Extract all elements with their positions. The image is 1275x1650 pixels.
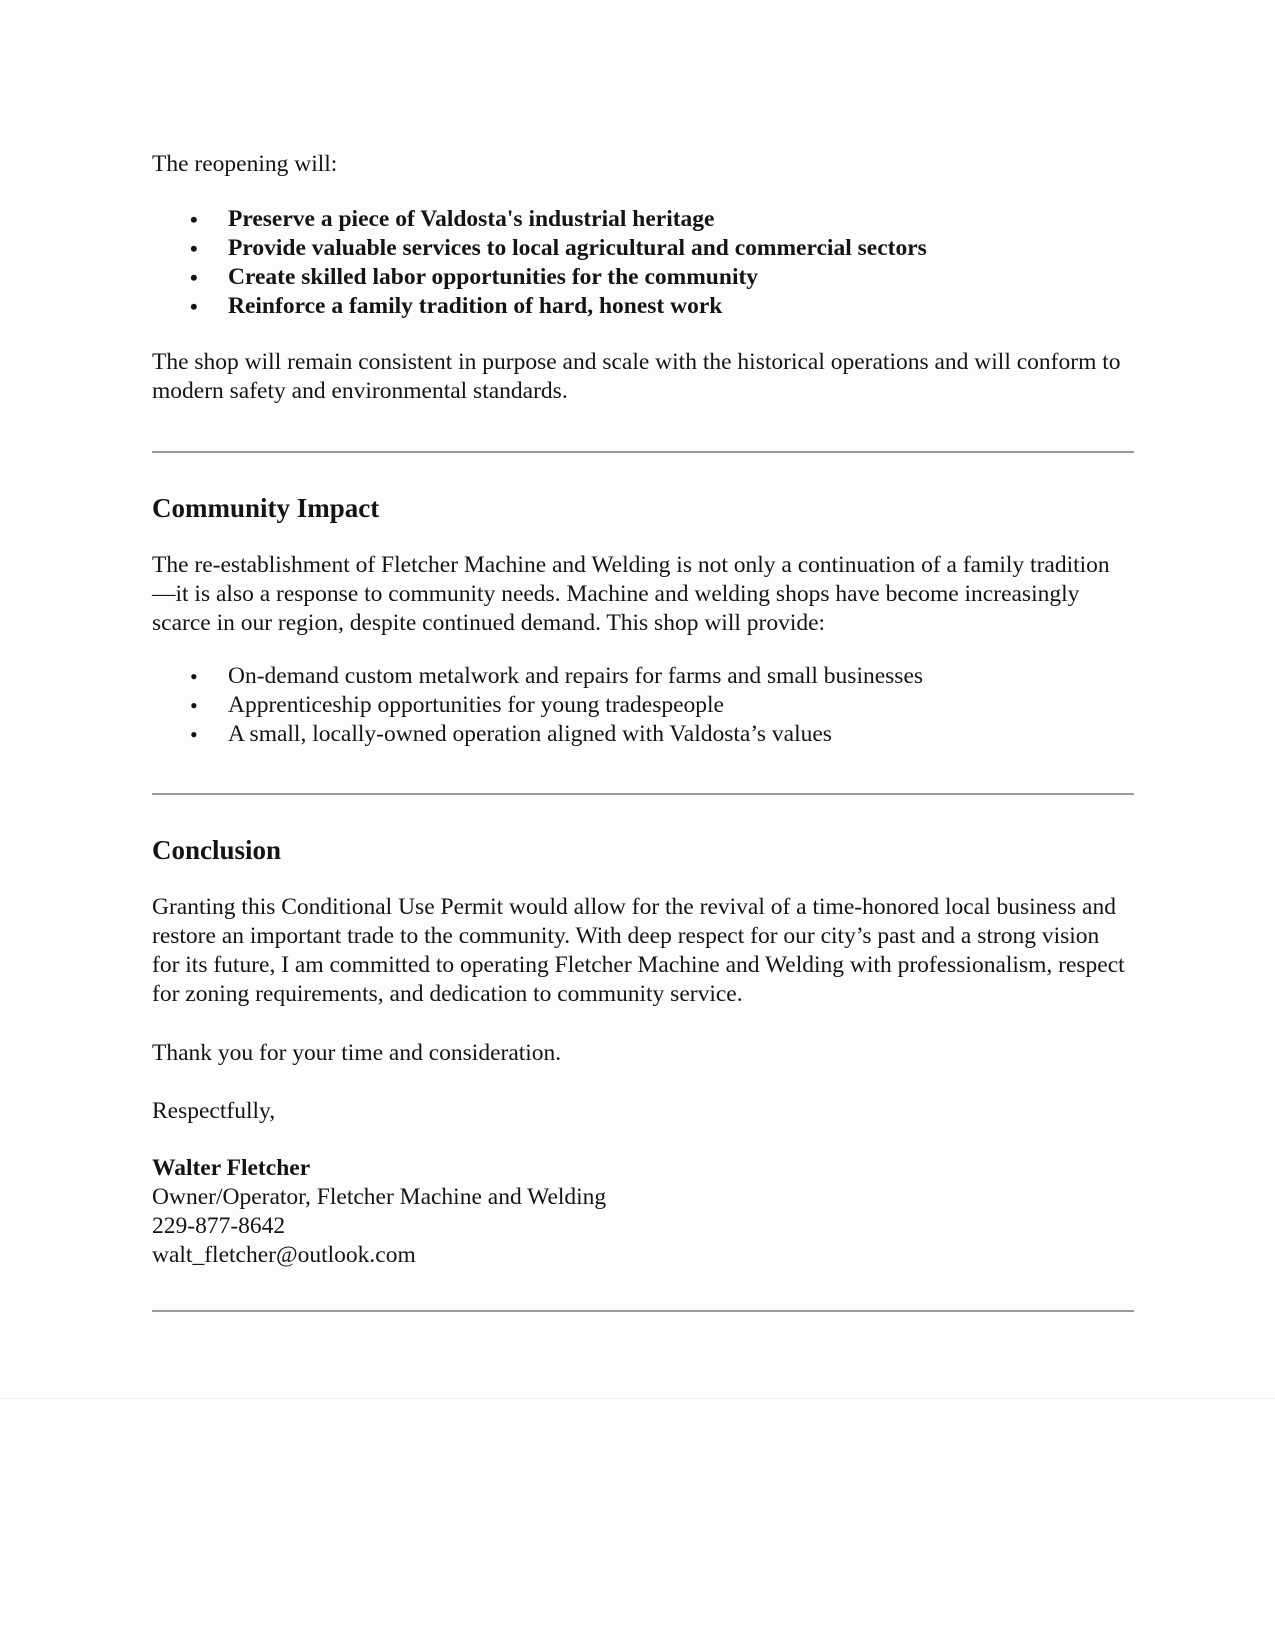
section-divider xyxy=(152,451,1134,453)
scan-edge-line xyxy=(0,1398,1275,1399)
letter-body xyxy=(152,150,1132,1312)
list-item: • Reinforce a family tradition of hard, honest work xyxy=(152,292,1132,321)
conclusion-paragraph: Granting this Conditional Use Permit would allow for the revival of a time-honored local business and restore an important trade to the community. With deep respect for our city’s past and a strong vision for its future, I am committed to operating Fletcher Machine and Welding with professionalism, respect for zoning requirements, and dedication to community service. xyxy=(152,894,1125,1007)
signer-email: walt_fletcher@outlook.com xyxy=(152,1242,416,1268)
list-item: • On-demand custom metalwork and repairs for farms and small businesses xyxy=(152,662,1132,691)
community-bullet-list xyxy=(152,662,1132,749)
reopening-bullet-list xyxy=(152,205,1132,321)
community-paragraph: The re-establishment of Fletcher Machine and Welding is not only a continuation of a family tradition—it is also a response to community needs. Machine and welding shops have become increasingly scarce in our region, despite continued demand. This shop will provide: xyxy=(152,552,1110,636)
conclusion-heading: Conclusion xyxy=(152,835,282,865)
signature-block xyxy=(152,1154,1132,1270)
signer-title: Owner/Operator, Fletcher Machine and Welding xyxy=(152,1184,607,1210)
signer-name: Walter Fletcher xyxy=(152,1155,311,1181)
list-item: • Create skilled labor opportunities for the community xyxy=(152,263,1132,292)
community-impact-heading: Community Impact xyxy=(152,493,380,523)
list-item: • Preserve a piece of Valdosta's industrial heritage xyxy=(152,205,1132,234)
intro-text: The reopening will: xyxy=(152,151,338,177)
thanks-text: Thank you for your time and consideration. xyxy=(152,1040,562,1066)
section-divider xyxy=(152,1310,1134,1312)
shop-paragraph: The shop will remain consistent in purpose and scale with the historical operations and will conform to modern safety and environmental standards. xyxy=(152,349,1121,404)
list-item: • A small, locally-owned operation aligned with Valdosta’s values xyxy=(152,720,1132,749)
list-item: • Apprenticeship opportunities for young tradespeople xyxy=(152,691,1132,720)
signer-phone: 229-877-8642 xyxy=(152,1213,286,1239)
closing-text: Respectfully, xyxy=(152,1098,276,1124)
section-divider xyxy=(152,793,1134,795)
list-item: • Provide valuable services to local agricultural and commercial sectors xyxy=(152,234,1132,263)
